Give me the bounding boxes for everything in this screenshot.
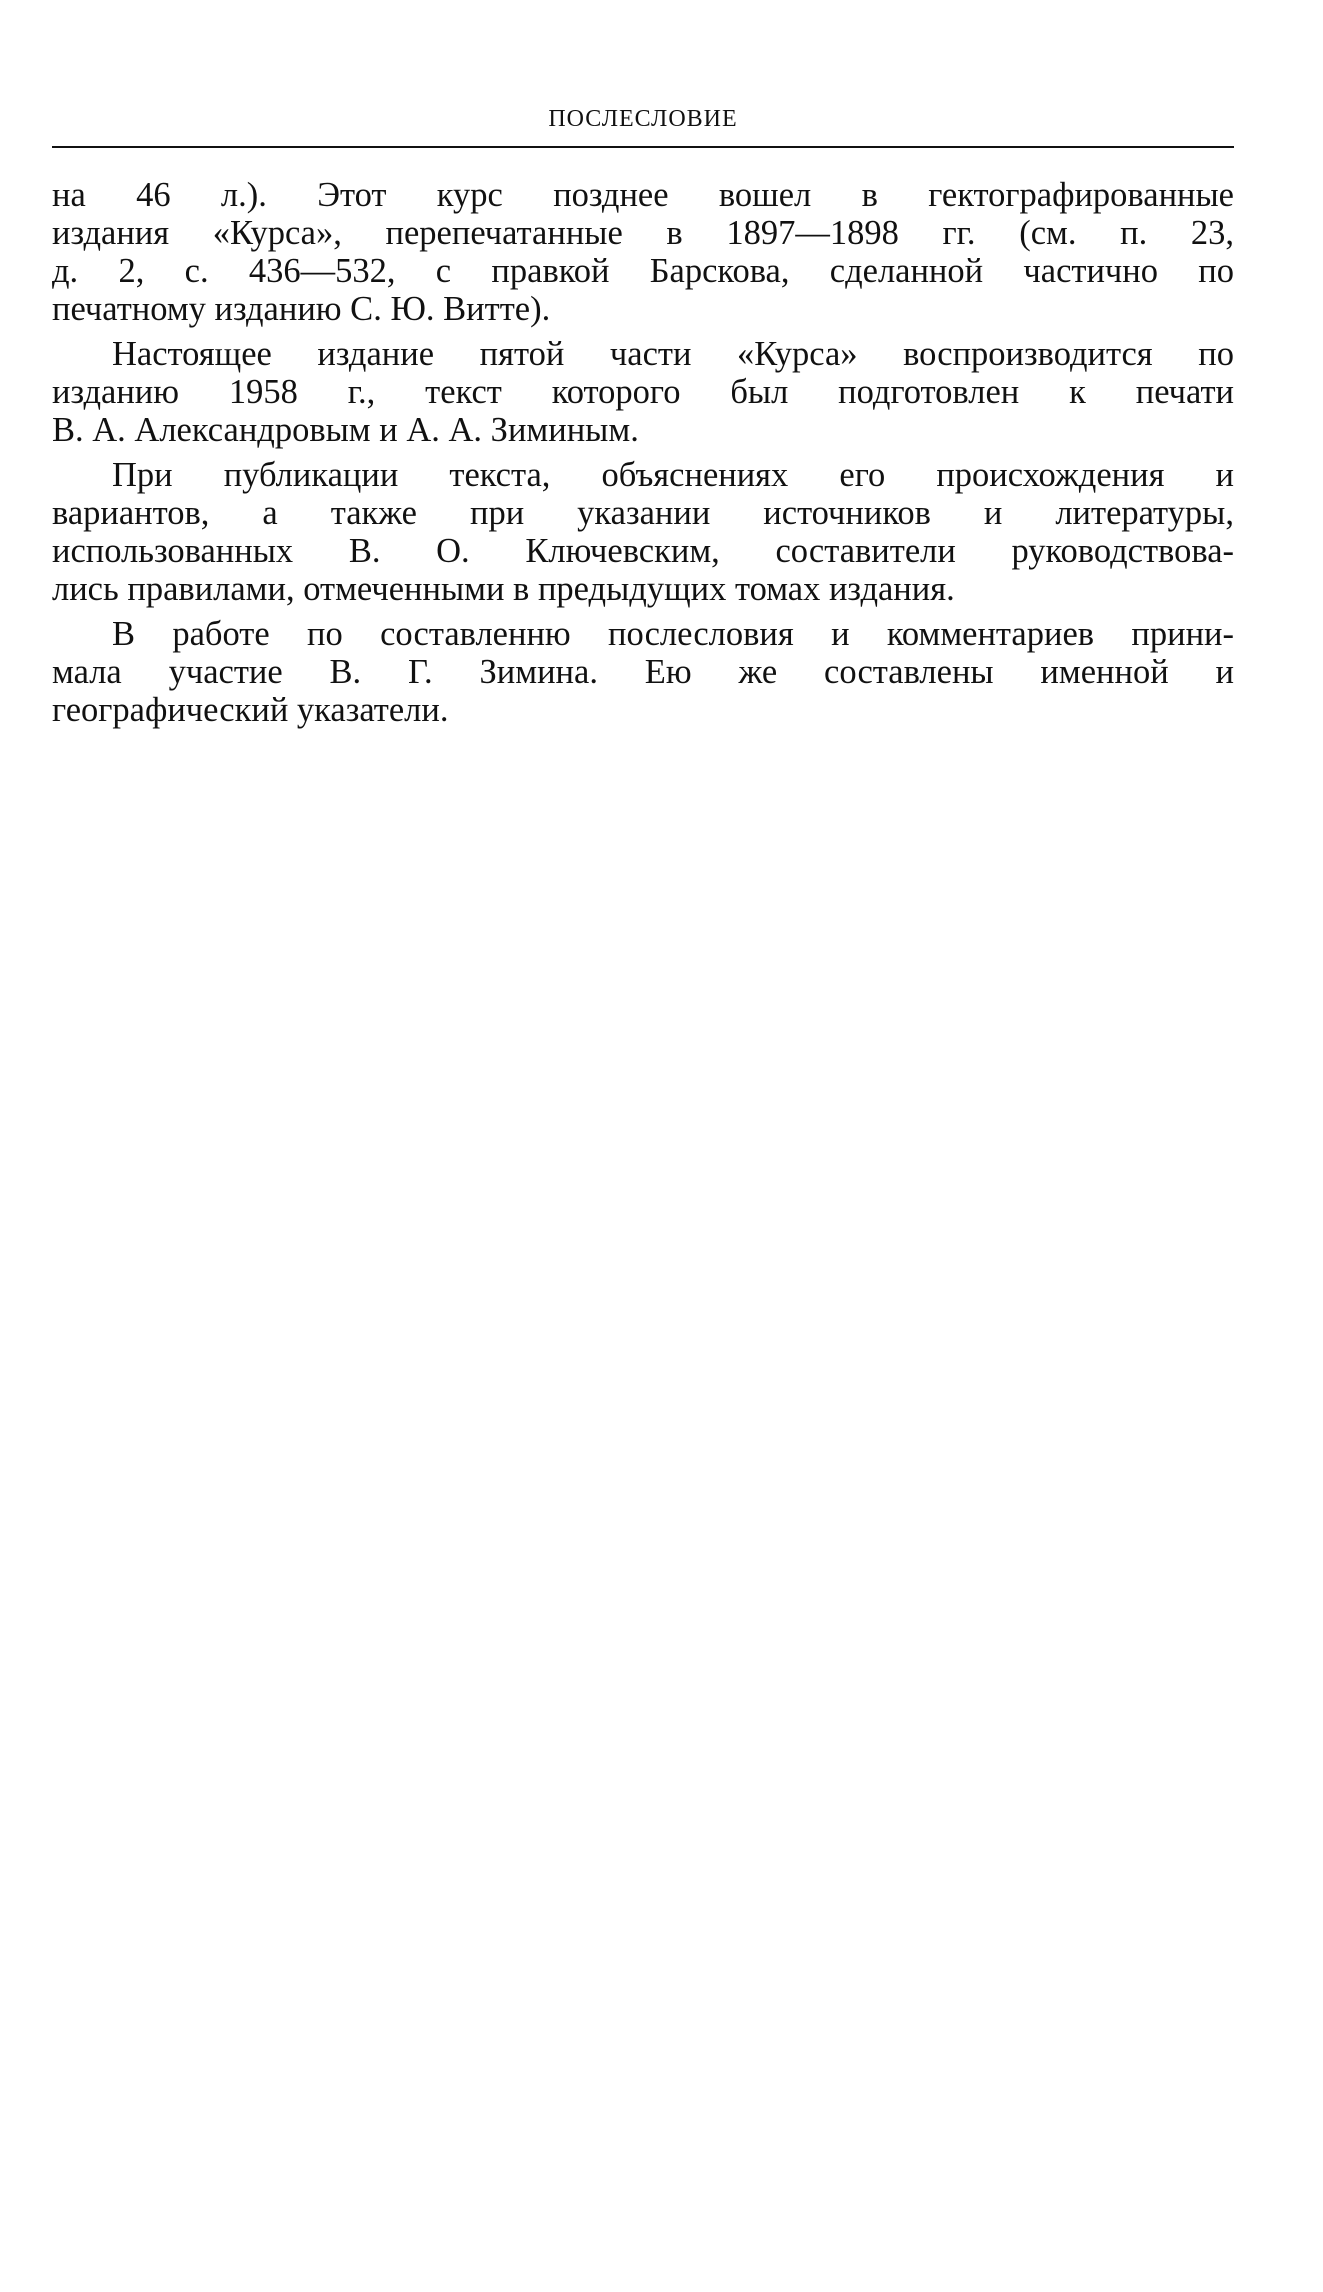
text-line: изданию 1958 г., текст которого был подготовлен к печати bbox=[52, 373, 1234, 411]
text-line: При публикации текста, объяснениях его происхождения и bbox=[112, 456, 1234, 494]
paragraph-gap bbox=[52, 449, 1234, 456]
paragraph-3 bbox=[52, 456, 1234, 608]
text-line: Настоящее издание пятой части «Курса» воспроизводится по bbox=[112, 335, 1234, 373]
running-head: ПОСЛЕСЛОВИЕ bbox=[548, 106, 738, 132]
paragraph-gap bbox=[52, 608, 1234, 615]
text-line: географический указатели. bbox=[52, 691, 449, 729]
text-line: мала участие В. Г. Зимина. Ею же составлены именной и bbox=[52, 653, 1234, 691]
text-line: печатному изданию С. Ю. Витте). bbox=[52, 290, 551, 328]
header-rule bbox=[52, 146, 1234, 148]
body-text bbox=[52, 176, 1234, 729]
text-line: издания «Курса», перепечатанные в 1897—1898 гг. (см. п. 23, bbox=[52, 214, 1234, 252]
paragraph-gap bbox=[52, 328, 1234, 335]
text-line: использованных В. О. Ключевским, составители руководствова- bbox=[52, 532, 1234, 570]
text-line: лись правилами, отмеченными в предыдущих томах издания. bbox=[52, 570, 955, 608]
text-line: на 46 л.). Этот курс позднее вошел в гектографированные bbox=[52, 176, 1234, 214]
text-line: вариантов, а также при указании источников и литературы, bbox=[52, 494, 1234, 532]
paragraph-4 bbox=[52, 615, 1234, 729]
text-line: В работе по составленню послесловия и комментариев прини- bbox=[112, 615, 1234, 653]
text-line: д. 2, с. 436—532, с правкой Барскова, сделанной частично по bbox=[52, 252, 1234, 290]
paragraph-2 bbox=[52, 335, 1234, 449]
paragraph-1 bbox=[52, 176, 1234, 328]
text-line: В. А. Александровым и А. А. Зиминым. bbox=[52, 411, 639, 449]
